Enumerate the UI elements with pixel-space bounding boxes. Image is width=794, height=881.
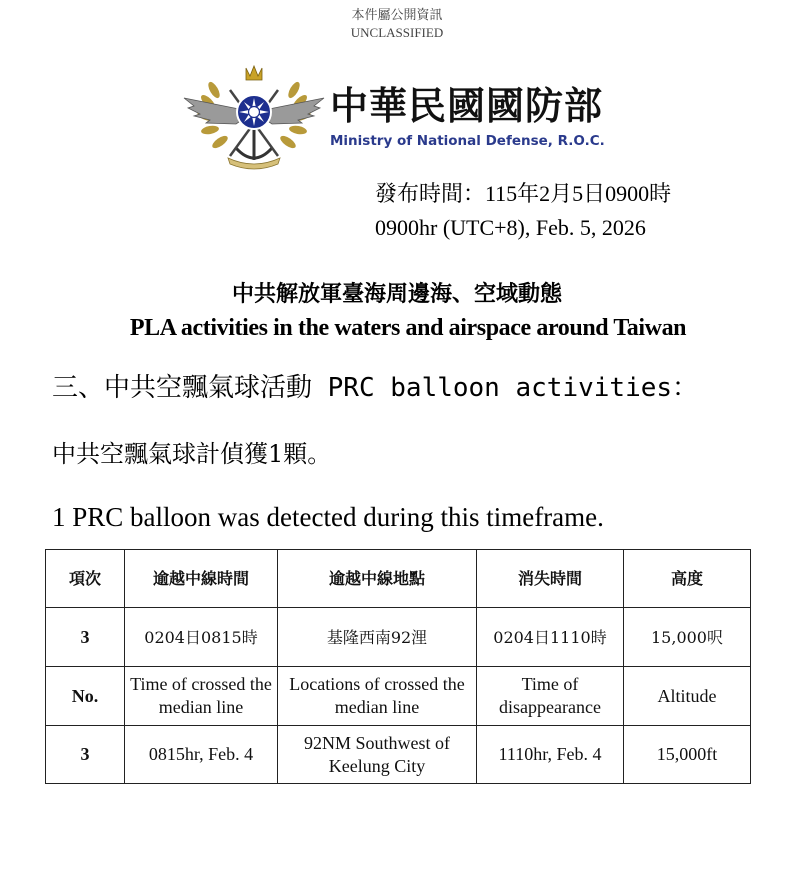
table-cell: 高度 [624,550,751,608]
table-cell: Altitude [624,667,751,726]
report-title-zh: 中共解放軍臺海周邊海、空域動態 [231,281,562,307]
report-title-en: PLA activities in the waters and airspace around Taiwan [129,315,687,341]
classification-marking [0,6,794,42]
classification-en: UNCLASSIFIED [350,25,444,40]
table-cell: 逾越中線地點 [278,550,477,608]
table-cell: 3 [46,608,125,667]
table-header-row-zh [46,550,751,608]
classification-zh: 本件屬公開資訊 [351,7,443,22]
org-name-en: Ministry of National Defense, R.O.C. [330,133,605,149]
table-row [46,726,751,784]
table-cell: 15,000呎 [624,608,751,667]
table-cell: 0204日1110時 [477,608,624,667]
table-row [46,608,751,667]
table-cell: 92NM Southwest of Keelung City [278,726,477,784]
table-header-row-en [46,667,751,726]
table-cell: Time of disappearance [477,667,624,726]
table-cell: 消失時間 [477,550,624,608]
table-cell: Time of crossed the median line [125,667,278,726]
balloon-count-zh: 中共空飄氣球計偵獲1顆。 [52,440,332,468]
table-cell: No. [46,667,125,726]
org-name-zh: 中華民國國防部 [330,84,604,128]
release-time-zh: 發布時間：115年2月5日0900時 [375,181,672,206]
table-cell: 3 [46,726,125,784]
balloon-table [45,549,751,784]
table-cell: 15,000ft [624,726,751,784]
table-cell: 逾越中線時間 [125,550,278,608]
table-cell: 0815hr, Feb. 4 [125,726,278,784]
balloon-count-en: 1 PRC balloon was detected during this timeframe. [52,502,604,532]
table-cell: 項次 [46,550,125,608]
table-cell: 1110hr, Feb. 4 [477,726,624,784]
release-time-en: 0900hr (UTC+8), Feb. 5, 2026 [375,215,646,240]
mnd-emblem-icon [180,60,328,174]
section-heading: 三、中共空飄氣球活動 PRC balloon activities： [52,373,699,403]
table-cell: Locations of crossed the median line [278,667,477,726]
table-cell: 0204日0815時 [125,608,278,667]
table-cell: 基隆西南92浬 [278,608,477,667]
